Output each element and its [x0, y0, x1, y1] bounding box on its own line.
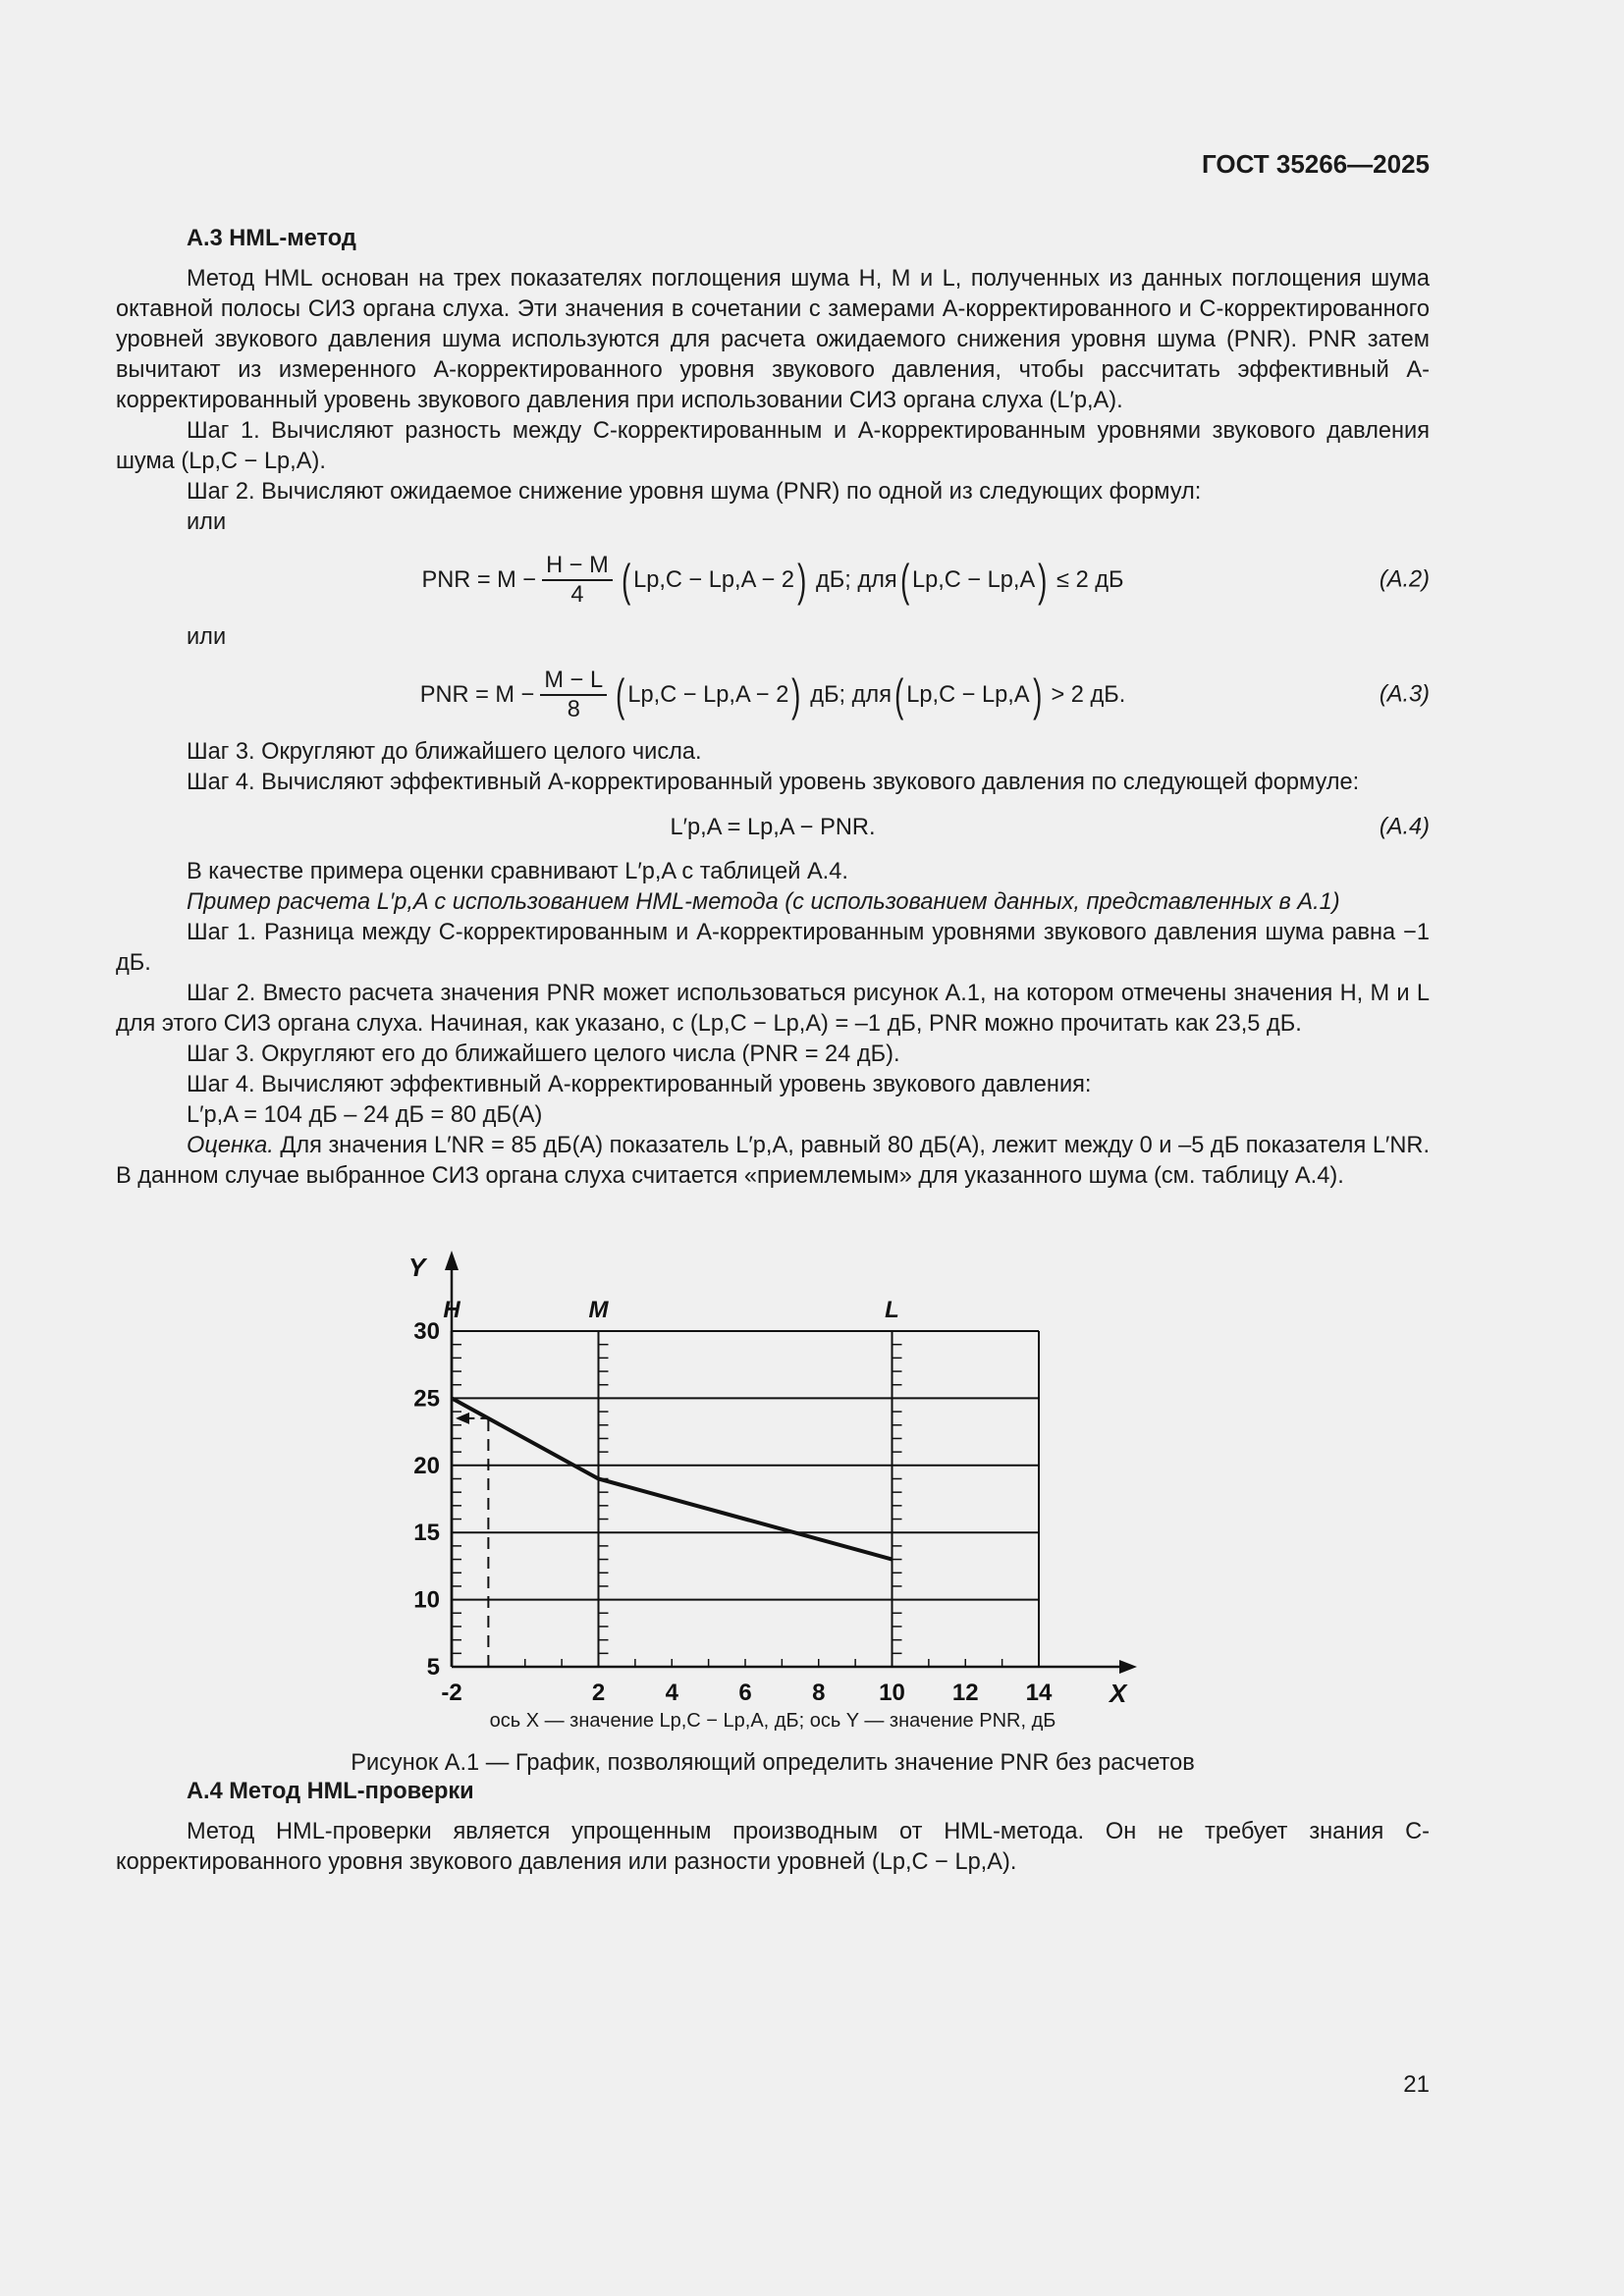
formula-a2-cond-body: Lp,C − Lp,A — [911, 566, 1036, 593]
formula-a4-text: L′p,A = Lp,A − PNR. — [670, 814, 876, 840]
formula-a3-fraction — [540, 667, 607, 723]
formula-a2-numerator: H − M — [542, 552, 613, 581]
section-title-a4: А.4 Метод HML-проверки — [187, 1779, 474, 1804]
intro-paragraph: Метод HML основан на трех показателях поглощения шума H, M и L, полученных из данных поглощения шума октавной полосы СИЗ органа слуха. Эти значения в сочетании с замерами А-корректированного и С-корректированного уровней звукового давления шума используются для расчета ожидаемого снижения уровня шума (PNR). PNR затем вычитают из измеренного А-корректированного уровня звукового давления, чтобы рассчитать эффективный А-корректированный уровень звукового давления при использовании СИЗ органа слуха (L′p,A). — [116, 266, 1430, 413]
column-label-H: H — [443, 1297, 460, 1323]
section-title-a3: А.3 HML-метод — [187, 226, 356, 251]
x-tick-label-3: 6 — [738, 1680, 752, 1706]
formula-a2-number: (A.2) — [1379, 566, 1430, 593]
formula-a3: PNR = M − $\frac{M - L}{8}$ ( Lp,C − Lp,A − 2 ) дБ; для ( Lp,C − Lp,A ) > 2 дБ. (A.3) — [419, 667, 1430, 722]
x-axis-arrow — [1119, 1660, 1137, 1674]
x-tick-label-7: 14 — [1025, 1680, 1053, 1706]
example-title: Пример расчета L′p,A с использованием HML-метода (с использованием данных, представленных в А.1) — [187, 889, 1340, 915]
page-content — [116, 224, 1430, 1878]
y-axis-arrow — [445, 1251, 459, 1270]
y-axis-label: Y — [408, 1253, 426, 1282]
formula-a3-denominator: 8 — [567, 697, 580, 722]
column-label-M: M — [588, 1297, 609, 1323]
y-tick-label-1: 10 — [413, 1586, 440, 1614]
example-step-3: Шаг 3. Округляют его до ближайшего целого числа (PNR = 24 дБ). — [187, 1041, 900, 1067]
formula-a2-tail: дБ; для — [815, 566, 897, 593]
x-tick-label-4: 8 — [812, 1680, 826, 1706]
example-step-4: Шаг 4. Вычисляют эффективный А-корректированный уровень звукового давления: — [187, 1072, 1092, 1097]
series-line-0 — [452, 1398, 893, 1559]
assessment-label: Оценка. — [187, 1133, 274, 1158]
pnr-chart — [116, 1215, 1430, 1706]
formula-a2-denominator: 4 — [570, 582, 584, 608]
or-label-1: или — [187, 509, 227, 535]
example-arrow — [456, 1413, 469, 1424]
or-label-2: или — [187, 624, 227, 650]
step-3: Шаг 3. Округляют до ближайшего целого числа. — [187, 739, 702, 765]
formula-a2-cond: ≤ 2 дБ — [1056, 566, 1124, 593]
assessment-paragraph — [116, 1131, 1430, 1192]
y-tick-label-3: 20 — [413, 1452, 440, 1479]
step-4: Шаг 4. Вычисляют эффективный А-корректированный уровень звукового давления по следующей формуле: — [187, 770, 1360, 795]
y-tick-label-4: 25 — [413, 1385, 440, 1413]
x-tick-label-5: 10 — [879, 1680, 905, 1706]
formula-a2: PNR = M − $\frac{H - M}{4}$ ( Lp,C − Lp,A − 2 ) дБ; для ( Lp,C − Lp,A ) ≤ 2 дБ (A.2) — [421, 553, 1430, 608]
page-number: 21 — [1403, 2071, 1430, 2098]
x-tick-label-2: 4 — [665, 1680, 678, 1706]
x-tick-label-6: 12 — [951, 1680, 979, 1706]
formula-a2-lhs: PNR = M − — [421, 566, 537, 593]
x-tick-label-1: 2 — [591, 1680, 606, 1706]
section-a4-text: Метод HML-проверки является упрощенным производным от HML-метода. Он не требует знания С-корректированного уровня звукового давления или разности уровней (Lp,C − Lp,A). — [116, 1819, 1430, 1875]
example-compare: В качестве примера оценки сравнивают L′p,A с таблицей А.4. — [187, 859, 848, 884]
formula-a3-tail: дБ; для — [810, 681, 892, 708]
formula-a2-fraction — [542, 552, 613, 609]
column-label-L: L — [885, 1297, 899, 1323]
figure-caption: Рисунок А.1 — График, позволяющий определить значение PNR без расчетов — [351, 1750, 1195, 1776]
formula-a2-paren-body: Lp,C − Lp,A − 2 — [633, 566, 795, 593]
figure-a1 — [116, 1215, 1430, 1776]
step-1: Шаг 1. Вычисляют разность между С-корректированным и А-корректированным уровнями звукового давления шума (Lp,C − Lp,A). — [116, 418, 1430, 474]
formula-a4-number: (A.4) — [1379, 814, 1430, 840]
example-result: L′p,A = 104 дБ – 24 дБ = 80 дБ(А) — [187, 1102, 543, 1128]
formula-a3-numerator: M − L — [540, 667, 607, 696]
example-step-2: Шаг 2. Вместо расчета значения PNR может использоваться рисунок А.1, на котором отмечены значения H, M и L для этого СИЗ органа слуха. Начиная, как указано, с (Lp,C − Lp,A) = –1 дБ, PNR можно прочитать как 23,5 дБ. — [116, 981, 1430, 1037]
x-tick-label-0: -2 — [441, 1680, 462, 1706]
formula-a3-cond-body: Lp,C − Lp,A — [906, 681, 1030, 708]
formula-a3-lhs: PNR = M − — [419, 681, 535, 708]
formula-a4 — [116, 806, 1430, 849]
figure-axis-caption: ось X — значение Lp,C − Lp,A, дБ; ось Y — значение PNR, дБ — [489, 1710, 1056, 1732]
document-id: ГОСТ 35266—2025 — [1202, 149, 1430, 179]
assessment-text: Для значения L′NR = 85 дБ(А) показатель L′p,A, равный 80 дБ(А), лежит между 0 и –5 дБ показателя L′NR. В данном случае выбранное СИЗ органа слуха считается «приемлемым» для указанного шума (см. таблицу А.4). — [116, 1133, 1430, 1189]
y-tick-label-2: 15 — [413, 1520, 440, 1547]
y-tick-label-0: 5 — [426, 1654, 440, 1681]
x-axis-label: X — [1110, 1679, 1127, 1706]
formula-a3-number: (A.3) — [1379, 681, 1430, 708]
example-step-1: Шаг 1. Разница между С-корректированным и А-корректированным уровнями звукового давления шума равна −1 дБ. — [116, 920, 1430, 976]
formula-a3-cond: > 2 дБ. — [1051, 681, 1126, 708]
formula-a3-paren-body: Lp,C − Lp,A − 2 — [627, 681, 789, 708]
y-tick-label-5: 30 — [413, 1318, 440, 1345]
step-2: Шаг 2. Вычисляют ожидаемое снижение уровня шума (PNR) по одной из следующих формул: — [187, 479, 1202, 505]
